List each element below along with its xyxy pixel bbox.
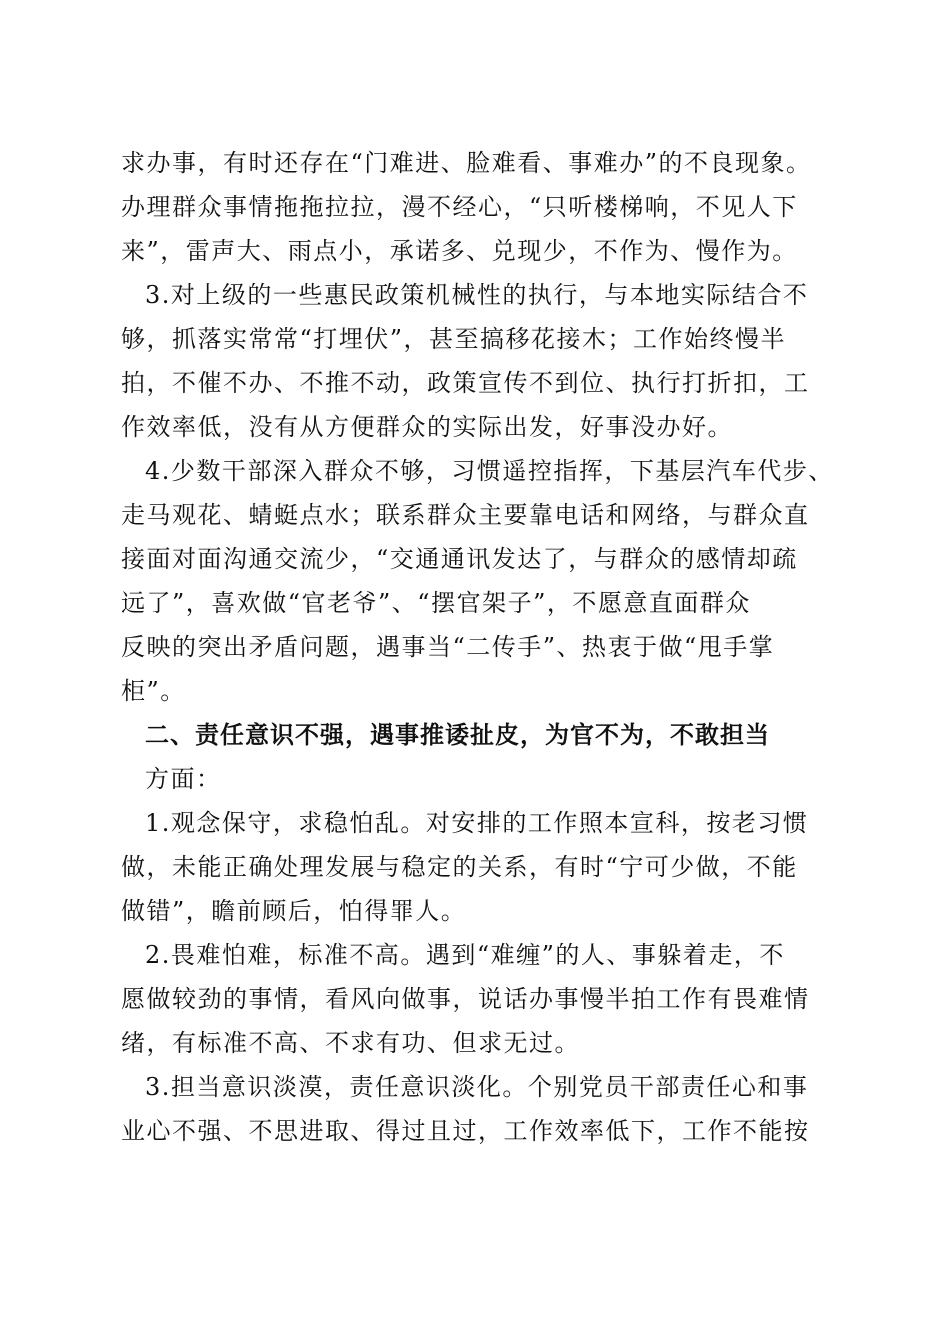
text-line: 做，未能正确处理发展与稳定的关系，有时“宁可少做，不能 [121, 853, 798, 881]
text-line: 4.少数干部深入群众不够，习惯遥控指挥，下基层汽车代步、 [145, 457, 834, 485]
text-line: 业心不强、不思进取、得过且过，工作效率低下，工作不能按 [121, 1117, 810, 1145]
section-heading-continuation: 方面： [145, 765, 222, 793]
text-line: 办理群众事情拖拖拉拉，漫不经心，“只听楼梯响，不见人下 [121, 193, 798, 221]
text-line: 拍，不催不办、不推不动，政策宣传不到位、执行打折扣，工 [121, 369, 810, 397]
text-line: 2.畏难怕难，标准不高。遇到“难缠”的人、事躲着走，不 [145, 941, 785, 969]
text-line: 绪，有标准不高、不求有功、但求无过。 [121, 1029, 580, 1057]
text-line: 走马观花、蜻蜓点水；联系群众主要靠电话和网络，与群众直 [121, 501, 810, 529]
text-line: 1.观念保守，求稳怕乱。对安排的工作照本宣科，按老习惯 [145, 809, 809, 837]
text-line: 3.对上级的一些惠民政策机械性的执行，与本地实际结合不 [145, 281, 809, 309]
body-text [121, 141, 834, 1153]
section-heading: 二、责任意识不强，遇事推诿扯皮，为官不为，不敢担当 [145, 721, 770, 749]
text-line: 接面对面沟通交流少，“交通通讯发达了，与群众的感情却疏 [121, 545, 798, 573]
text-line: 作效率低，没有从方便群众的实际出发，好事没办好。 [121, 413, 733, 441]
text-line: 做错”，瞻前顾后，怕得罪人。 [121, 897, 467, 925]
text-line: 来”，雷声大、雨点小，承诺多、兑现少，不作为、慢作为。 [121, 237, 798, 265]
text-line: 愿做较劲的事情，看风向做事，说话办事慢半拍工作有畏难情 [121, 985, 810, 1013]
text-line: 反映的突出矛盾问题，遇事当“二传手”、热衷于做“甩手掌 [121, 633, 775, 661]
text-line: 求办事，有时还存在“门难进、脸难看、事难办”的不良现象。 [121, 149, 812, 177]
text-line: 3.担当意识淡漠，责任意识淡化。个别党员干部责任心和事 [145, 1073, 809, 1101]
text-line: 柜”。 [121, 677, 186, 705]
text-line: 远了”，喜欢做“官老爷”、“摆官架子”，不愿意直面群众 [121, 589, 751, 617]
text-line: 够，抓落实常常“打埋伏”，甚至搞移花接木；工作始终慢半 [121, 325, 787, 353]
